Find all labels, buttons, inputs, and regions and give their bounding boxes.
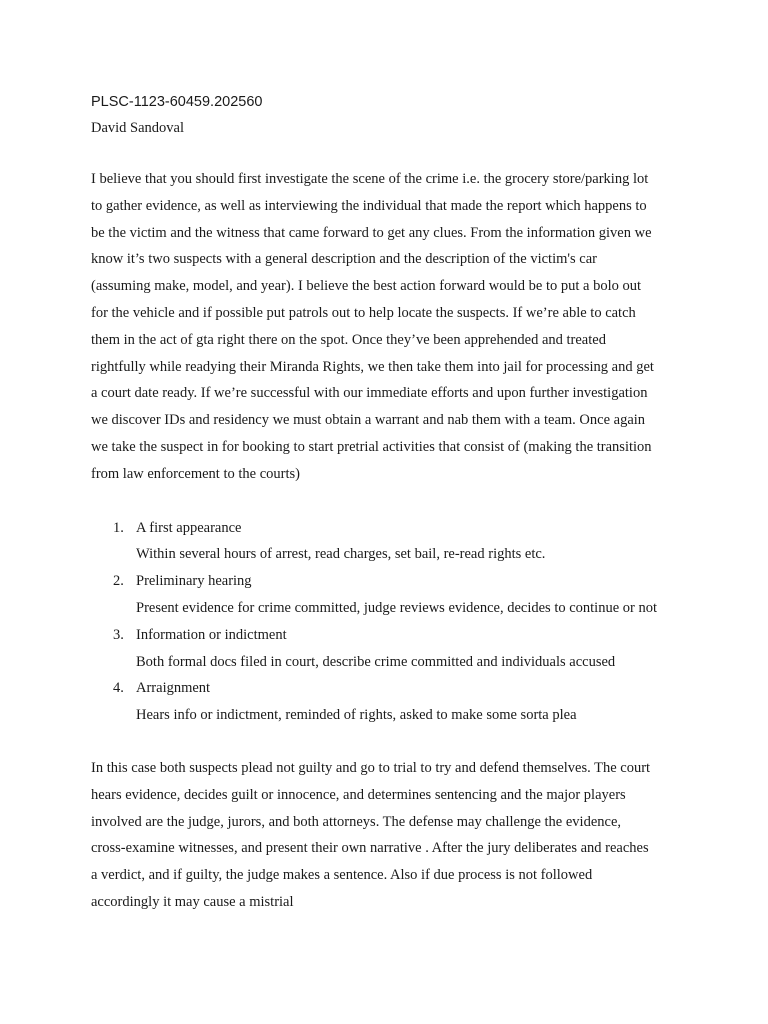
paragraph-line: In this case both suspects plead not guilty and go to trial to try and defend themselves. The court [91, 759, 651, 776]
list-item-number: 4. [113, 680, 124, 697]
paragraph-line: for the vehicle and if possible put patrols out to help locate the suspects. If we’re able to catch [91, 304, 636, 321]
paragraph-line: them in the act of gta right there on the spot. Once they’ve been apprehended and treated [91, 331, 606, 348]
list-item-title: Preliminary hearing [136, 573, 252, 590]
author-name: David Sandoval [91, 120, 185, 136]
paragraph-line: I believe that you should first investigate the scene of the crime i.e. the grocery store/parking lot [91, 171, 649, 187]
list-item-description: Within several hours of arrest, read charges, set bail, re-read rights etc. [136, 546, 546, 563]
paragraph-line: know it’s two suspects with a general description and the description of the victim's car [91, 251, 597, 268]
paragraph-line: a court date ready. If we’re successful with our immediate efforts and upon further investigation [91, 385, 648, 402]
paragraph-line: we take the suspect in for booking to start pretrial activities that consist of (making the transition [91, 438, 652, 455]
paragraph-line: hears evidence, decides guilt or innocence, and determines sentencing and the major players [91, 786, 626, 803]
paragraph-line: involved are the judge, jurors, and both attorneys. The defense may challenge the evidence, [91, 813, 622, 830]
paragraph-line: we discover IDs and residency we must obtain a warrant and nab them with a team. Once again [91, 412, 646, 429]
paragraph-line: accordingly it may cause a mistrial [91, 893, 294, 910]
pretrial-steps-list [91, 515, 691, 729]
list-item [91, 515, 691, 569]
list-item-title: Arraignment [136, 680, 211, 697]
list-item-number: 2. [113, 573, 124, 590]
list-item [91, 675, 691, 729]
paragraph-line: rightfully while readying their Miranda Rights, we then take them into jail for processing and get [91, 358, 654, 375]
list-item-description: Both formal docs filed in court, describe crime committed and individuals accused [136, 653, 616, 670]
list-item-number: 1. [113, 519, 124, 536]
paragraph-line: (assuming make, model, and year). I believe the best action forward would be to put a bolo out [91, 278, 642, 295]
paragraph-line: be the victim and the witness that came forward to get any clues. From the information given we [91, 224, 652, 241]
intro-paragraph [91, 166, 691, 488]
paragraph-line: from law enforcement to the courts) [91, 465, 300, 482]
course-code: PLSC-1123-60459.202560 [91, 94, 263, 110]
list-item-number: 3. [113, 626, 124, 643]
list-item-description: Hears info or indictment, reminded of rights, asked to make some sorta plea [136, 707, 577, 724]
list-item-title: Information or indictment [136, 626, 287, 643]
paragraph-line: a verdict, and if guilty, the judge makes a sentence. Also if due process is not followed [91, 867, 593, 884]
list-item-title: A first appearance [136, 519, 242, 536]
list-item-description: Present evidence for crime committed, judge reviews evidence, decides to continue or not [136, 599, 658, 616]
list-item [91, 568, 691, 622]
paragraph-line: to gather evidence, as well as interviewing the individual that made the report which happens to [91, 197, 647, 214]
conclusion-paragraph [91, 755, 691, 916]
paragraph-line: cross-examine witnesses, and present their own narrative . After the jury deliberates and reaches [91, 840, 649, 857]
document-page [91, 92, 691, 916]
list-item [91, 622, 691, 676]
